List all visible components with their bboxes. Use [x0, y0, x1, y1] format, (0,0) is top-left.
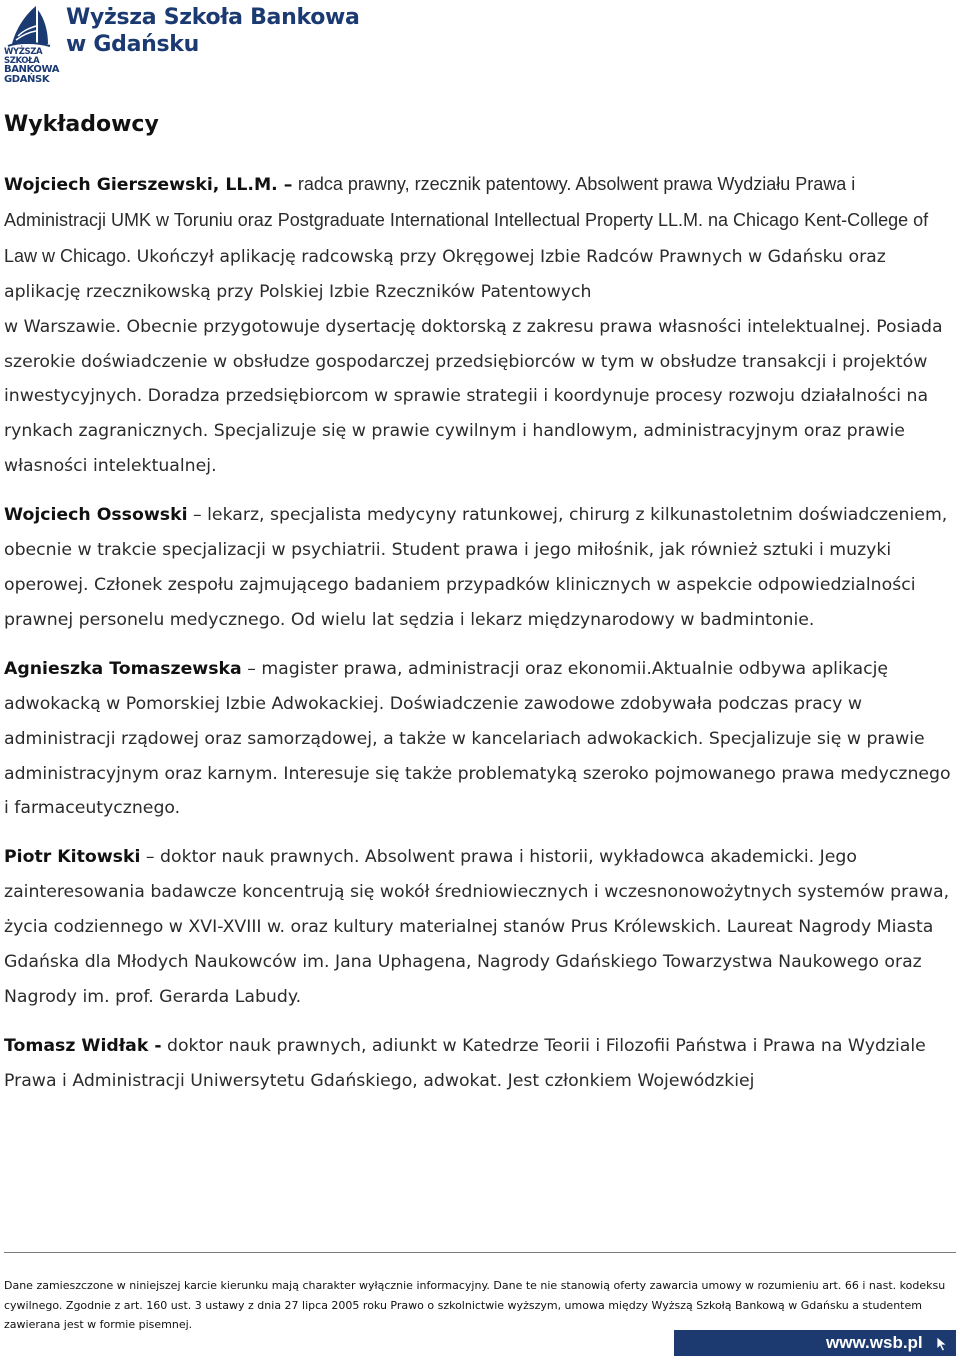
ship-emblem-icon: [6, 4, 52, 48]
lecturer-entry: [4, 840, 952, 1015]
lecturer-name: Wojciech Ossowski: [4, 505, 188, 526]
school-name-line2: w Gdańsku: [66, 32, 199, 57]
lecturer-bio-part: Posiada szerokie doświadczenie w obsłudze gospodarczej przedsiębiorców w tym w obsłudze transakcji i projektów inwestycyjnych. Doradza przedsiębiorcom w sprawie strategii i koordynuje procesy rozwoju działalności na rynkach zagranicznych. Specjalizuje się w prawie cywilnym i handlowym, administracyjnym oraz prawie własności intelektualnej.: [4, 316, 943, 477]
lecturer-name: Wojciech Gierszewski, LL.M. –: [4, 175, 293, 195]
footer-disclaimer: Dane zamieszczone w niniejszej karcie kierunku mają charakter wyłącznie informacyjny. Dane te nie stanowią oferty zawarcia umowy w rozumieniu art. 66 i nast. kodeksu cywilnego. Zgodnie z art. 160 ust. 3 ustawy z dnia 27 lipca 2005 roku Prawo o szkolnictwie wyższym, umowa między Wyższą Szkołą Bankową w Gdańsku a studentem zawierana jest w formie pisemnej.: [4, 1279, 946, 1332]
lecturer-bio: – lekarz, specjalista medycyny ratunkowej, chirurg z kilkunastoletnim doświadczeniem, obecnie w trakcie specjalizacji w psychiatrii. Student prawa i jego miłośnik, jak również sztuki i muzyki operowej. Członek zespołu zajmującego badaniem przypadków klinicznych w aspekcie odpowiedzialności prawnej personelu medycznego. Od wielu lat sędzia i lekarz międzynarodowy w badmintonie.: [4, 505, 948, 630]
lecturers-list: [4, 167, 952, 1113]
emblem-text-line2: BANKOWA: [4, 64, 60, 75]
lecturer-entry: [4, 1029, 952, 1099]
lecturer-bio: doktor nauk prawnych, adiunkt w Katedrze Teorii i Filozofii Państwa i Prawa na Wydziale Prawa i Administracji Uniwersytetu Gdańskiego, adwokat. Jest członkiem Wojewódzkiej: [4, 1035, 926, 1091]
lecturer-bio: – magister prawa, administracji oraz ekonomii.Aktualnie odbywa aplikację adwokacką w Pomorskiej Izbie Adwokackiej. Doświadczenie zawodowe zdobywała podczas pracy w administracji rządowej oraz samorządowej, a także w kancelariach adwokackich. Specjalizuje się w prawie administracyjnym oraz karnym. Interesuje się także problematyką szeroko pojmowanego prawa medycznego i farmaceutycznego.: [4, 658, 951, 819]
lecturer-entry: [4, 167, 952, 484]
emblem-text-line3: GDAŃSK: [4, 74, 50, 85]
school-name: [66, 4, 360, 58]
lecturer-bio-part: Obecnie przygotowuje dysertację doktorską z zakresu prawa własności intelektualnej.: [126, 316, 871, 337]
lecturer-bio-part: w Warszawie.: [4, 316, 122, 337]
website-url[interactable]: www.wsb.pl: [826, 1333, 923, 1352]
lecturer-name: Piotr Kitowski: [4, 847, 141, 868]
lecturer-bio-part: Ukończył aplikację radcowską przy Okręgowej Izbie Radców Prawnych w Gdańsku oraz aplikację rzecznikowską przy Polskiej Izbie Rzeczników Patentowych: [4, 246, 886, 302]
lecturer-entry: [4, 498, 952, 638]
website-url-bar[interactable]: [674, 1330, 956, 1356]
lecturer-entry: [4, 652, 952, 827]
page-title: Wykładowcy: [4, 112, 159, 137]
emblem: [4, 4, 60, 85]
school-name-line1: Wyższa Szkoła Bankowa: [66, 5, 360, 30]
lecturer-bio: – doktor nauk prawnych. Absolwent prawa i historii, wykładowca akademicki. Jego zainteresowania badawcze koncentrują się wokół średniowiecznych i wczesnonowożytnych systemów prawa, życia codziennego w XVI-XVIII w. oraz kultury materialnej stanów Prus Królewskich. Laureat Nagrody Miasta Gdańska dla Młodych Naukowców im. Jana Uphagena, Nagrody Gdańskiego Towarzystwa Naukowego oraz Nagrody im. prof. Gerarda Labudy.: [4, 847, 950, 1007]
lecturer-bio-part: radca prawny, rzecznik patentowy. Absolwent prawa Wydziału Prawa i Administracji UMK w Toruniu oraz Postgraduate International Intellectual Property LL.M. na Chicago Kent-College of Law w Chicago.: [4, 174, 929, 266]
cursor-arrow-icon: [936, 1336, 948, 1352]
emblem-text-line1: WYŻSZA SZKOŁA: [4, 47, 43, 66]
lecturer-name: Agnieszka Tomaszewska: [4, 658, 242, 679]
lecturer-name: Tomasz Widłak -: [4, 1035, 162, 1056]
footer-divider: [4, 1252, 956, 1253]
